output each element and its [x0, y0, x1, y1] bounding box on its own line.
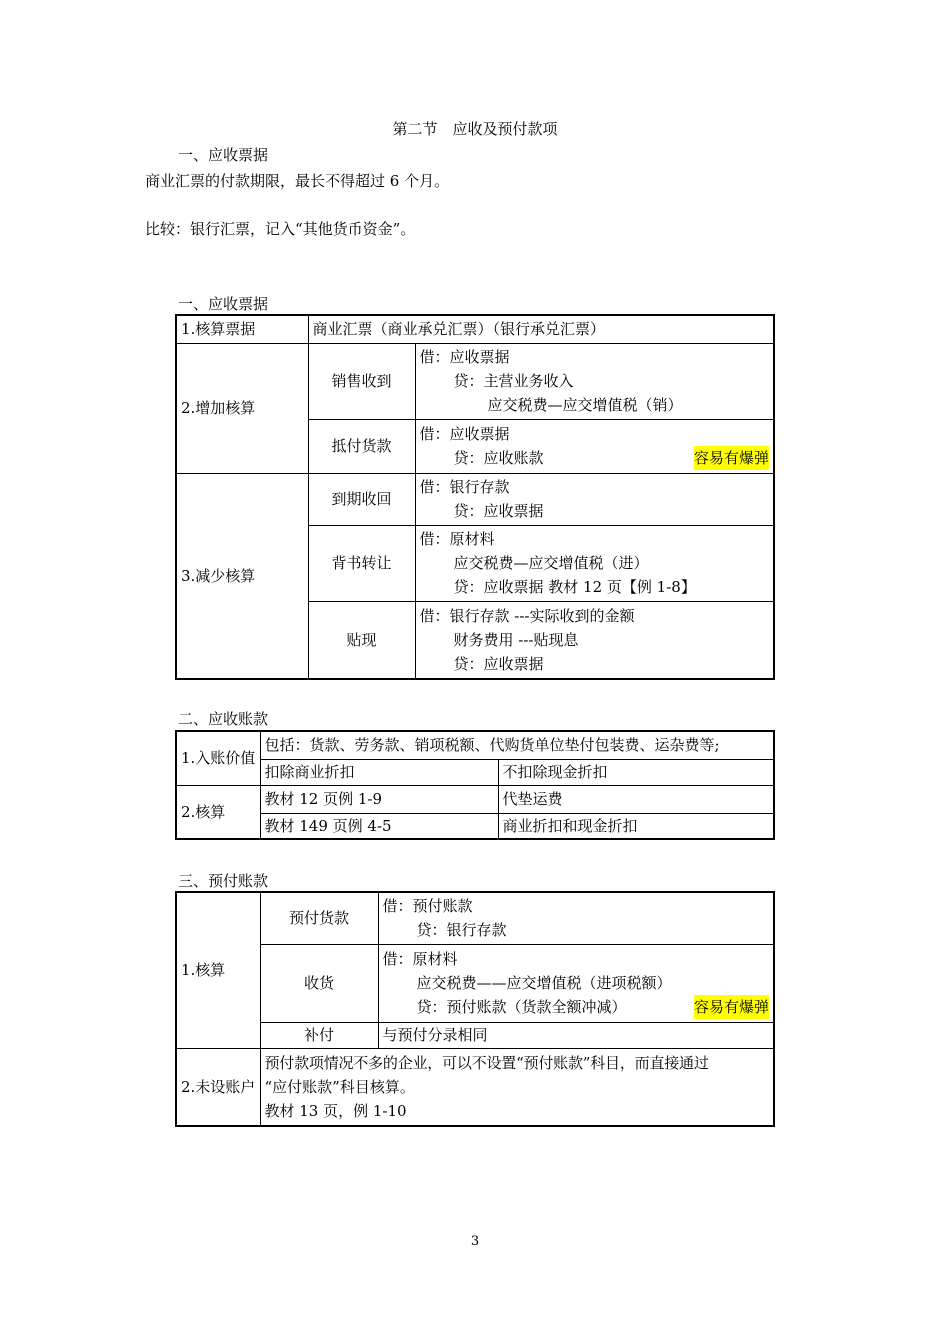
intro-line-2: 比较：银行汇票，记入“其他货币资金”。 [145, 220, 416, 238]
table-row [176, 731, 774, 759]
entry-line: 应交税费—应交增值税（销） [487, 396, 683, 414]
entry-line: 借：银行存款 [419, 478, 510, 496]
sub-label: 预付货款 [260, 892, 378, 944]
cell: 代垫运费 [498, 785, 774, 813]
table-row [176, 813, 774, 839]
sub-label: 背书转让 [308, 525, 415, 601]
section2-heading: 二、应收账款 [178, 710, 269, 728]
entry-line: 应交税费——应交增值税（进项税额） [416, 974, 672, 992]
table-row [176, 892, 774, 944]
prepayments-table [175, 891, 775, 1127]
entry-line: 借：应收票据 [419, 348, 510, 366]
sub-label: 销售收到 [308, 343, 415, 419]
sub-label: 补付 [260, 1022, 378, 1048]
entry-line: 借：应收票据 [419, 425, 510, 443]
row-label: 3.减少核算 [176, 473, 308, 679]
cell: 教材 12 页例 1-9 [260, 785, 498, 813]
table-row [176, 473, 774, 525]
cell: 商业折扣和现金折扣 [498, 813, 774, 839]
entry-line: 贷：应收票据 [453, 654, 544, 673]
entry-line: 借：预付账款 [382, 897, 473, 916]
note-line: 教材 13 页，例 1-10 [264, 1101, 407, 1120]
notes-receivable-table [175, 314, 775, 680]
journal-entry [378, 944, 774, 1022]
cell: 教材 149 页例 4-5 [260, 813, 498, 839]
entry-line: 贷：主营业务收入 [453, 372, 574, 390]
intro-line-1: 商业汇票的付款期限，最长不得超过 6 个月。 [145, 172, 450, 190]
entry-line: 借：原材料 [419, 530, 495, 548]
table-row [176, 343, 774, 419]
entry-line: 贷：应收账款 [453, 449, 544, 467]
sub-label: 贴现 [308, 601, 415, 679]
cell: 扣除商业折扣 [260, 759, 498, 785]
entry-line: 财务费用 ---贴现息 [453, 630, 579, 649]
entry-line: 贷：应收票据 教材 12 页【例 1-8】 [453, 578, 696, 596]
table-row [176, 1048, 774, 1126]
row-label: 1.核算 [176, 892, 260, 1048]
row-label: 1.核算票据 [176, 315, 308, 343]
sub-label: 抵付货款 [308, 419, 415, 473]
accounts-receivable-table [175, 730, 775, 840]
journal-entry [415, 419, 774, 473]
note-line: “应付账款”科目核算。 [264, 1077, 415, 1096]
journal-entry [415, 343, 774, 419]
table-row [176, 1022, 774, 1048]
cell: 与预付分录相同 [378, 1022, 774, 1048]
table-row [176, 785, 774, 813]
table-row [176, 944, 774, 1022]
row-label: 1.入账价值 [176, 731, 260, 785]
table-row [176, 759, 774, 785]
journal-entry [415, 525, 774, 601]
section3-heading: 三、预付账款 [178, 872, 269, 890]
entry-line: 贷：应收票据 [453, 502, 544, 520]
row-label: 2.增加核算 [176, 343, 308, 473]
entry-line: 贷：银行存款 [416, 921, 507, 940]
journal-entry [415, 601, 774, 679]
intro-heading: 一、应收票据 [178, 146, 269, 164]
section1-heading: 一、应收票据 [178, 295, 269, 313]
row-label: 2.未设账户 [176, 1048, 260, 1126]
note-text [260, 1048, 774, 1126]
table-row [176, 315, 774, 343]
entry-line: 借：原材料 [382, 950, 458, 968]
highlight-tag: 容易有爆弹 [694, 446, 769, 470]
journal-entry [378, 892, 774, 944]
page-title: 第二节 应收及预付款项 [392, 120, 558, 138]
sub-label: 收货 [260, 944, 378, 1022]
journal-entry [415, 473, 774, 525]
entry-line: 贷：预付账款（货款全额冲减） [416, 998, 627, 1016]
entry-line: 应交税费—应交增值税（进） [453, 554, 649, 572]
cell: 不扣除现金折扣 [498, 759, 774, 785]
note-line: 预付款项情况不多的企业，可以不设置“预付账款”科目，而直接通过 [264, 1053, 709, 1072]
sub-label: 到期收回 [308, 473, 415, 525]
row-value: 包括：货款、劳务款、销项税额、代购货单位垫付包装费、运杂费等; [260, 731, 774, 759]
row-label: 2.核算 [176, 785, 260, 839]
row-value: 商业汇票（商业承兑汇票）（银行承兑汇票） [308, 315, 774, 343]
highlight-tag: 容易有爆弹 [694, 995, 769, 1019]
page-number: 3 [470, 1234, 480, 1249]
entry-line: 借：银行存款 ---实际收到的金额 [419, 606, 635, 625]
